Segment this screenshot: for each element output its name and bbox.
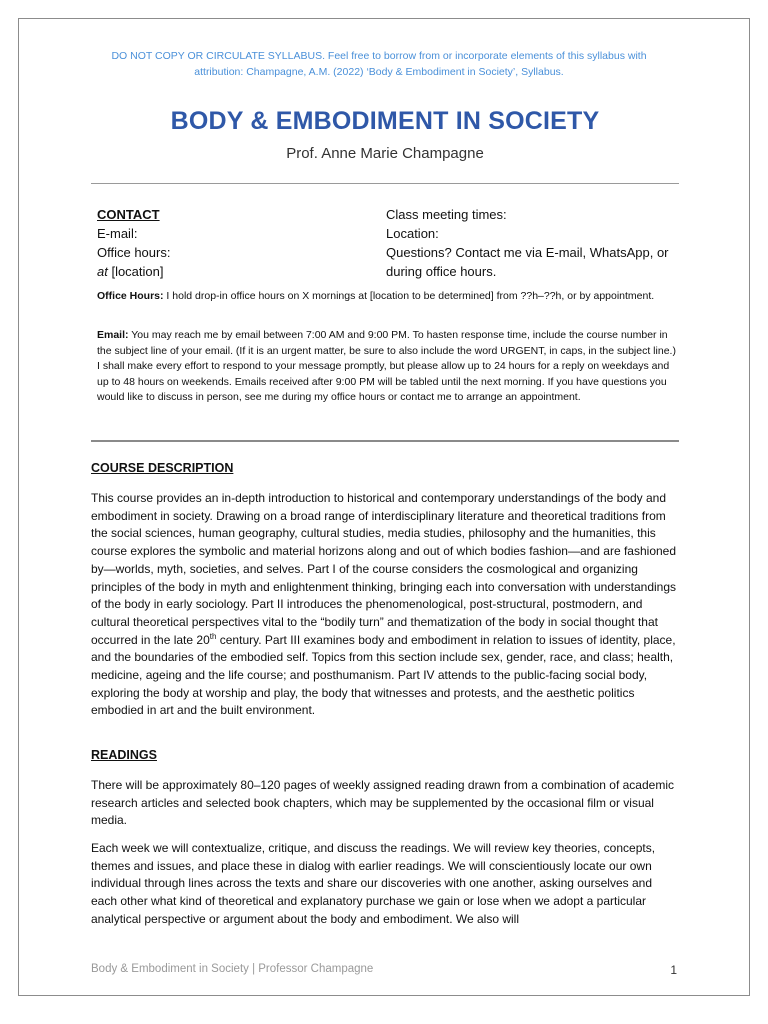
email-policy-paragraph [97, 328, 677, 406]
email-label: E-mail: [97, 226, 138, 241]
course-description-heading: COURSE DESCRIPTION [91, 461, 234, 475]
location-placeholder: [location] [107, 264, 164, 279]
document-page [18, 18, 750, 996]
header-divider [91, 183, 679, 184]
office-hours-para-text: I hold drop-in office hours on X mornings at [location to be determined] from ??h–??h, or by appointment. [163, 290, 655, 302]
course-description-paragraph [91, 490, 681, 720]
readings-heading: READINGS [91, 748, 157, 762]
copyright-notice: DO NOT COPY OR CIRCULATE SYLLABUS. Feel free to borrow from or incorporate elements of this syllabus with attribution: Champagne, A.M. (2022) ‘Body & Embodiment in Society’, Syllabus. [111, 50, 647, 78]
questions-line [386, 243, 686, 281]
questions-text: Contact me via E-mail, WhatsApp, or during office hours. [386, 245, 669, 279]
questions-label: Questions? [386, 245, 452, 260]
office-hours-para-label: Office Hours: [97, 290, 164, 302]
office-location-line [97, 262, 367, 281]
course-description-text-1: This course provides an in-depth introduction to historical and contemporary understandings of the body and embodiment in society. Drawing on a broad range of interdisciplinary literature and theoretical traditions from the social sciences, human geography, cultural studies, media studies, philosophy and the humanities, this course explores the symbolic and material horizons along and out of which bodies fashion—and are fashioned by—worlds, myth, societies, and selves. Part I of the course considers the cosmological and organizing principles of the body in myth and enlightenment thinking, bringing each into conversation with understandings of the body in early sociology. Part II introduces the phenomenological, post-structural, postmodern, and cultural theoretical perspectives vital to the “bodily turn” and thematization of the body in social thought that occurred in the late 20 [91, 491, 677, 647]
location-label: Location: [386, 226, 439, 241]
section-divider [91, 440, 679, 442]
instructor-name: Prof. Anne Marie Champagne [286, 145, 484, 162]
page-title: BODY & EMBODIMENT IN SOCIETY [170, 107, 600, 135]
readings-paragraph-2: Each week we will contextualize, critique, and discuss the readings. We will review key theories, concepts, themes and issues, and place these in dialog with earlier readings. We will conscientiously locate our own individual through lines across the texts and share our discoveries with one another, asking ourselves and each other what kind of theoretical and explanatory purchase we gain or lose when we adopt a particular analytical perspective or argument about the body and embodiment. We also will [91, 841, 656, 926]
office-hours-label: Office hours: [97, 245, 171, 260]
contact-block [97, 205, 367, 281]
at-word: at [97, 264, 108, 279]
office-hours-paragraph [97, 289, 677, 305]
ordinal-superscript: th [209, 631, 217, 641]
readings-paragraph-1: There will be approximately 80–120 pages of weekly assigned reading drawn from a combination of academic research articles and selected book chapters, which may be supplemented by the occasional film or visual media. [91, 778, 674, 828]
footer-text: Body & Embodiment in Society | Professor Champagne [91, 963, 374, 975]
email-policy-label: Email: [97, 329, 129, 341]
class-info-block [386, 205, 686, 281]
course-description-text-2: century. Part III examines body and embodiment in relation to issues of identity, place, and the boundaries of the embodied self. Topics from this section include sex, gender, race, and class; health, medicine, ageing and the life course; and posthumanism. Part IV attends to the public-facing social body, exploring the body at worship and play, the body that witnesses and protests, and the aesthetic politics embodied in art and the built environment. [91, 632, 676, 718]
page-number: 1 [670, 963, 677, 977]
contact-heading: CONTACT [97, 207, 160, 222]
email-policy-text: You may reach me by email between 7:00 AM and 9:00 PM. To hasten response time, include the course number in the subject line of your email. (If it is an urgent matter, be sure to also include the word URGENT, in caps, in the subject line.) I shall make every effort to respond to your message promptly, but please allow up to 24 hours for a reply on weekdays and up to 48 hours on weekends. Emails received after 9:00 PM will be tabled until the next morning. If you have questions you would like to discuss in person, see me during my office hours or contact me to arrange an appointment. [97, 329, 676, 403]
meeting-times-label: Class meeting times: [386, 207, 507, 222]
